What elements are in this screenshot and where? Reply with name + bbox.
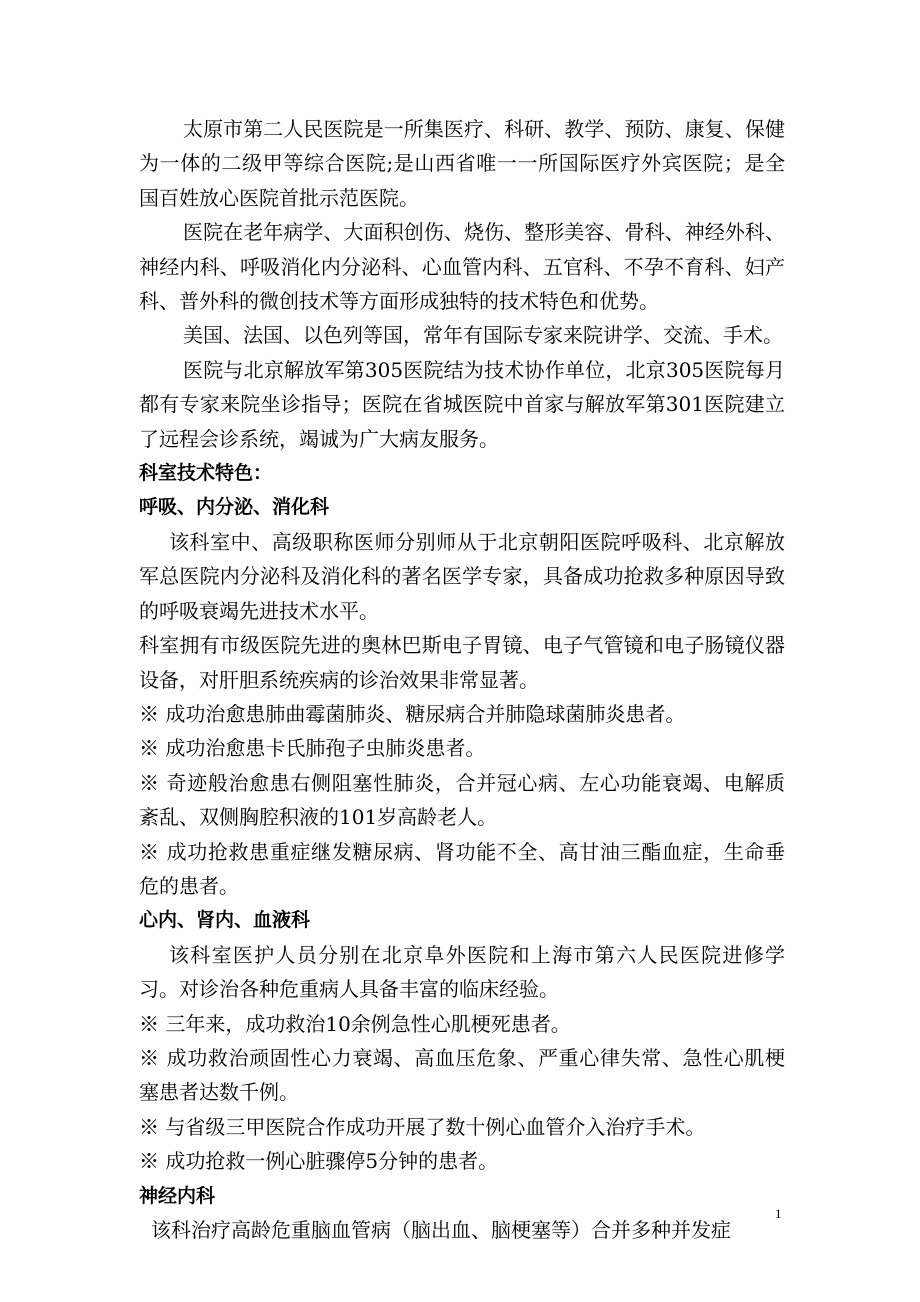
dept-paragraph: 该科室中、高级职称医师分别师从于北京朝阳医院呼吸科、北京解放军总医院内分泌科及消化科的著名医学专家，具备成功抢救多种原因导致的呼吸衰竭先进技术水平。 (139, 529, 785, 623)
achievement-item: ※ 成功抢救患重症继发糖尿病、肾功能不全、高甘油三酯血症，生命垂危的患者。 (139, 839, 785, 898)
page-number: 1 (775, 1206, 782, 1221)
intro-paragraph: 医院与北京解放军第305医院结为技术协作单位，北京305医院每月都有专家来院坐诊指导；医院在省城医院中首家与解放军第301医院建立了远程会诊系统，竭诚为广大病友服务。 (139, 357, 785, 451)
dept-paragraph: 科室拥有市级医院先进的奥林巴斯电子胃镜、电子气管镜和电子肠镜仪器设备，对肝胆系统疾病的诊治效果非常显著。 (139, 633, 785, 692)
dept-heading-cardiology: 心内、肾内、血液科 (139, 909, 311, 932)
achievement-item: ※ 成功救治顽固性心力衰竭、高血压危象、严重心律失常、急性心肌梗塞患者达数千例。 (139, 1045, 785, 1105)
dept-heading-neurology: 神经内科 (139, 1184, 216, 1207)
dept-paragraph: 该科治疗高龄危重脑血管病（脑出血、脑梗塞等）合并多种并发症 (151, 1218, 731, 1242)
achievement-item: ※ 成功治愈患肺曲霉菌肺炎、糖尿病合并肺隐球菌肺炎患者。 (139, 701, 686, 726)
achievement-item: ※ 与省级三甲医院合作成功开展了数十例心血管介入治疗手术。 (139, 1114, 706, 1139)
dept-paragraph: 该科室医护人员分别在北京阜外医院和上海市第六人民医院进修学习。对诊治各种危重病人具备丰富的临床经验。 (139, 942, 785, 1002)
achievement-item: ※ 成功抢救一例心脏骤停5分钟的患者。 (139, 1149, 499, 1174)
intro-paragraph: 太原市第二人民医院是一所集医疗、科研、教学、预防、康复、保健为一体的二级甲等综合医院;是山西省唯一一所国际医疗外宾医院；是全国百姓放心医院首批示范医院。 (139, 117, 785, 210)
document-body (139, 112, 785, 1247)
intro-paragraph: 美国、法国、以色列等国，常年有国际专家来院讲学、交流、手术。 (183, 323, 783, 348)
intro-paragraph: 医院在老年病学、大面积创伤、烧伤、整形美容、骨科、神经外科、神经内科、呼吸消化内分泌科、心血管内科、五官科、不孕不育科、妇产科、普外科的微创技术等方面形成独特的技术特色和优势。 (139, 220, 785, 314)
dept-heading-respiratory: 呼吸、内分泌、消化科 (139, 496, 330, 519)
achievement-item: ※ 三年来，成功救治10余例急性心肌梗死患者。 (139, 1011, 571, 1036)
section-title: 科室技术特色： (139, 462, 273, 485)
achievement-item: ※ 成功治愈患卡氏肺孢子虫肺炎患者。 (139, 736, 486, 761)
achievement-item: ※ 奇迹般治愈患右侧阻塞性肺炎，合并冠心病、左心功能衰竭、电解质紊乱、双侧胸腔积液的101岁高龄老人。 (139, 770, 785, 830)
